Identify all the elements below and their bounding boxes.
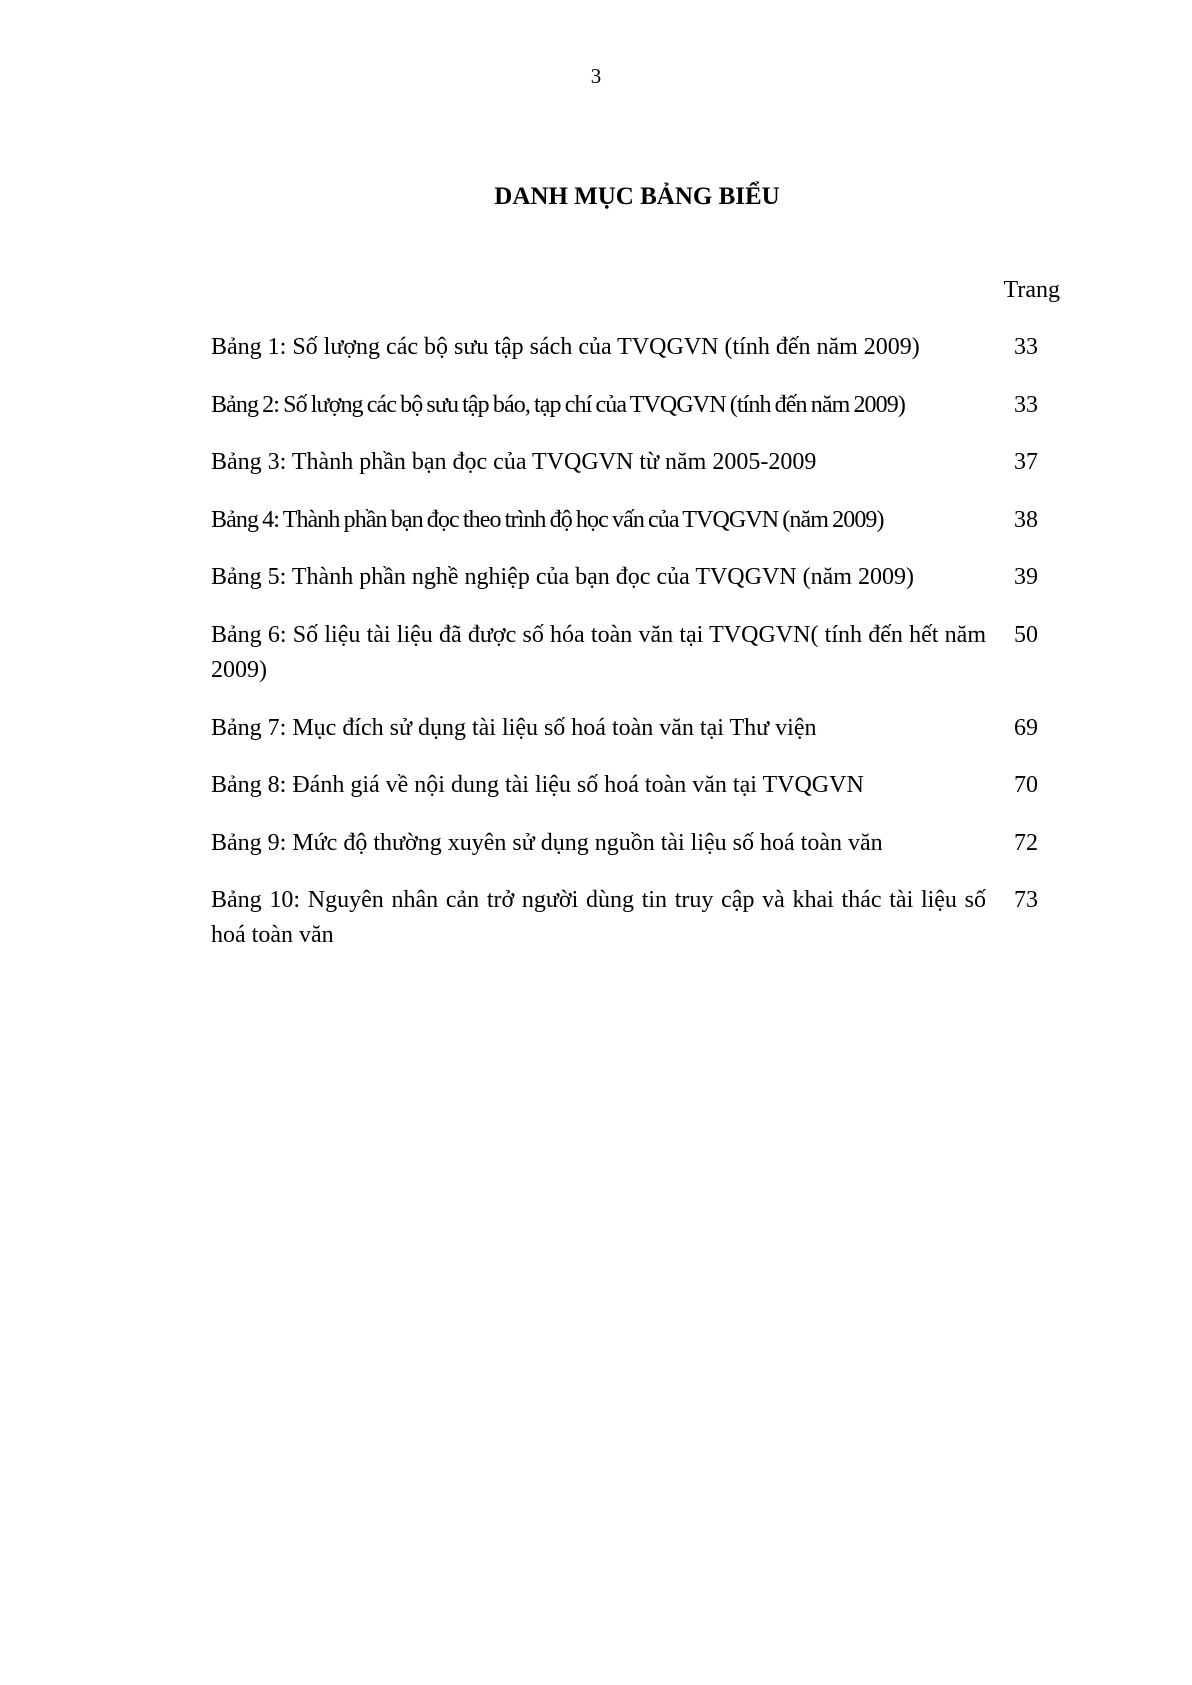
toc-entry-page: 72 [1014, 830, 1038, 856]
toc-entry-page: 33 [1014, 392, 1038, 418]
toc-entry-page: 39 [1014, 564, 1038, 590]
toc-entry-text: Bảng 9: Mức độ thường xuyên sử dụng nguồn tài liệu số hoá toàn văn [211, 830, 883, 856]
toc-entry-page: 33 [1014, 334, 1038, 360]
toc-entry-page: 70 [1014, 772, 1038, 798]
toc-entry-page: 69 [1014, 715, 1038, 741]
page-title: DANH MỤC BẢNG BIỂU [494, 183, 780, 210]
page-column-header: Trang [1003, 277, 1060, 303]
toc-entry-page: 73 [1014, 887, 1038, 913]
toc-entry-page: 37 [1014, 449, 1038, 475]
toc-entry-text: Bảng 2: Số lượng các bộ sưu tập báo, tạp chí của TVQGVN (tính đến năm 2009) [211, 392, 905, 418]
toc-entry-text: Bảng 5: Thành phần nghề nghiệp của bạn đọc của TVQGVN (năm 2009) [211, 564, 914, 590]
toc-entry-text: Bảng 7: Mục đích sử dụng tài liệu số hoá toàn văn tại Thư viện [211, 715, 817, 741]
toc-entry-text: Bảng 3: Thành phần bạn đọc của TVQGVN từ năm 2005-2009 [211, 449, 817, 475]
toc-entry-page: 50 [1014, 622, 1038, 648]
toc-entry-text: Bảng 1: Số lượng các bộ sưu tập sách của TVQGVN (tính đến năm 2009) [211, 334, 920, 360]
toc-entry-page: 38 [1014, 507, 1038, 533]
toc-entry-text: Bảng 4: Thành phần bạn đọc theo trình độ học vấn của TVQGVN (năm 2009) [211, 507, 884, 533]
toc-entry-text: Bảng 6: Số liệu tài liệu đã được số hóa toàn văn tại TVQGVN( tính đến hết năm 2009) [211, 622, 986, 683]
toc-entry-text: Bảng 10: Nguyên nhân cản trở người dùng tin truy cập và khai thác tài liệu số hoá toàn văn [211, 887, 986, 948]
page-number: 3 [590, 64, 602, 88]
toc-entry-text: Bảng 8: Đánh giá về nội dung tài liệu số hoá toàn văn tại TVQGVN [211, 772, 864, 798]
